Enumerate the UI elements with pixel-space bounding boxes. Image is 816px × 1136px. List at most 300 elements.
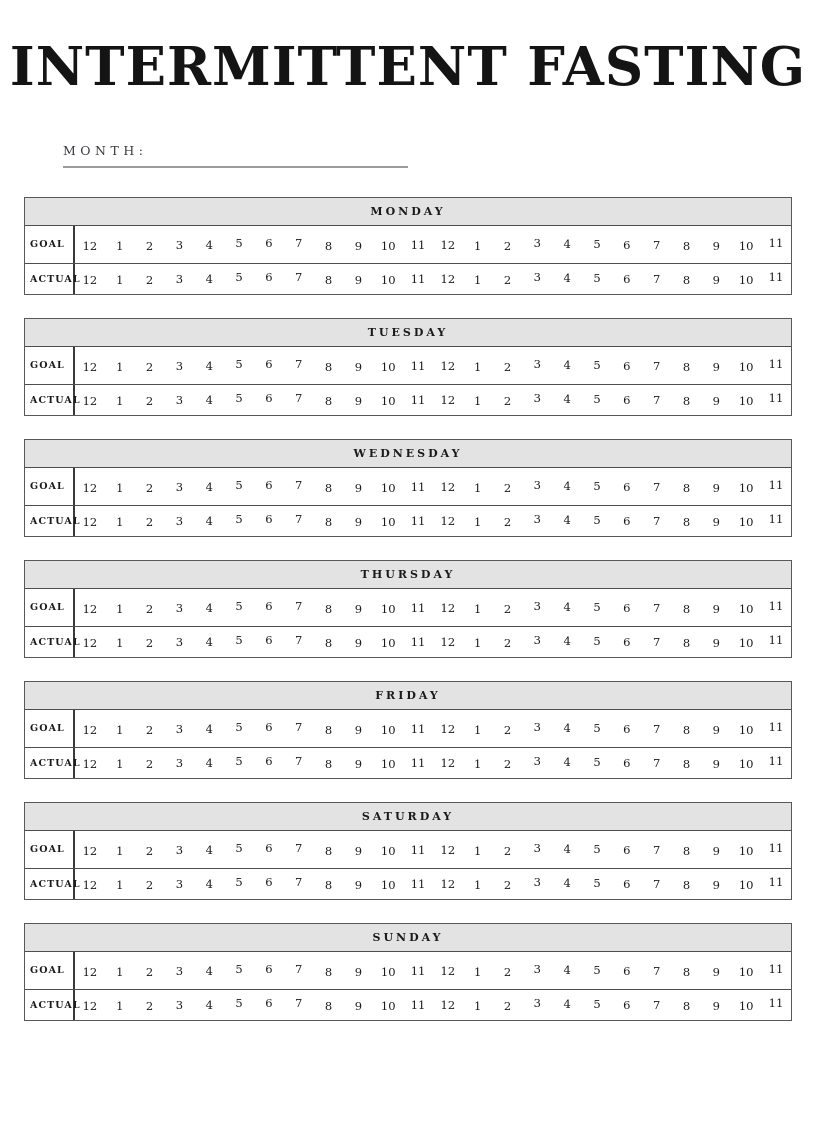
hour-cell-12[interactable]: 12: [440, 877, 456, 892]
hour-cell-3[interactable]: 3: [533, 875, 541, 890]
hour-cell-2[interactable]: 2: [503, 601, 512, 616]
hour-cell-11[interactable]: 11: [768, 512, 784, 527]
hour-cell-9[interactable]: 9: [354, 480, 363, 495]
hour-cell-10[interactable]: 10: [380, 636, 396, 651]
hour-cell-9[interactable]: 9: [354, 636, 363, 651]
hour-cell-8[interactable]: 8: [682, 359, 691, 374]
hour-cell-6[interactable]: 6: [623, 998, 631, 1013]
hour-cell-1[interactable]: 1: [474, 480, 482, 495]
hour-cell-10[interactable]: 10: [738, 964, 754, 979]
hour-cell-8[interactable]: 8: [682, 601, 691, 616]
hour-cell-8[interactable]: 8: [324, 964, 333, 979]
hour-cell-11[interactable]: 11: [768, 391, 784, 406]
hour-cell-2[interactable]: 2: [503, 964, 512, 979]
hour-cell-9[interactable]: 9: [712, 964, 720, 979]
hour-cell-1[interactable]: 1: [116, 878, 124, 893]
hour-cell-7[interactable]: 7: [652, 877, 661, 892]
hour-cell-4[interactable]: 4: [205, 358, 213, 373]
hour-cell-3[interactable]: 3: [175, 600, 184, 615]
hour-cell-3[interactable]: 3: [533, 598, 541, 613]
hour-cell-5[interactable]: 5: [593, 236, 601, 251]
hour-cell-10[interactable]: 10: [380, 757, 396, 772]
hour-cell-3[interactable]: 3: [533, 356, 541, 371]
hour-cell-1[interactable]: 1: [116, 999, 124, 1014]
hour-cell-6[interactable]: 6: [623, 756, 631, 771]
hour-cell-2[interactable]: 2: [145, 238, 154, 253]
hour-cell-1[interactable]: 1: [116, 394, 124, 409]
hour-cell-7[interactable]: 7: [652, 721, 661, 736]
hour-cell-1[interactable]: 1: [116, 964, 124, 979]
hour-cell-3[interactable]: 3: [533, 754, 541, 769]
hour-cell-12[interactable]: 12: [440, 635, 456, 650]
hour-cell-7[interactable]: 7: [295, 270, 303, 285]
hour-cell-8[interactable]: 8: [324, 722, 333, 737]
hour-cell-7[interactable]: 7: [295, 235, 303, 250]
hour-cell-5[interactable]: 5: [235, 754, 243, 769]
hour-cell-11[interactable]: 11: [768, 633, 784, 648]
hour-cell-10[interactable]: 10: [738, 999, 754, 1014]
hour-cell-4[interactable]: 4: [563, 962, 571, 977]
hour-cell-11[interactable]: 11: [410, 600, 426, 615]
hour-cell-8[interactable]: 8: [324, 843, 333, 858]
hour-cell-3[interactable]: 3: [175, 393, 184, 408]
hour-cell-4[interactable]: 4: [205, 877, 213, 892]
hour-cell-4[interactable]: 4: [563, 236, 571, 251]
hour-cell-8[interactable]: 8: [682, 273, 691, 288]
hour-cell-11[interactable]: 11: [768, 840, 784, 855]
hour-cell-7[interactable]: 7: [295, 391, 303, 406]
hour-cell-8[interactable]: 8: [682, 999, 691, 1014]
hour-cell-6[interactable]: 6: [265, 754, 273, 769]
hour-cell-6[interactable]: 6: [265, 719, 273, 734]
hour-cell-4[interactable]: 4: [205, 963, 213, 978]
hour-cell-11[interactable]: 11: [768, 754, 784, 769]
hour-cell-6[interactable]: 6: [623, 479, 631, 494]
hour-cell-9[interactable]: 9: [354, 601, 363, 616]
hour-cell-6[interactable]: 6: [623, 514, 631, 529]
hour-cell-1[interactable]: 1: [116, 843, 124, 858]
hour-cell-8[interactable]: 8: [682, 394, 691, 409]
hour-cell-4[interactable]: 4: [563, 513, 571, 528]
hour-cell-5[interactable]: 5: [593, 720, 601, 735]
hour-cell-6[interactable]: 6: [265, 961, 273, 976]
hour-cell-12[interactable]: 12: [440, 600, 456, 615]
hour-cell-12[interactable]: 12: [82, 964, 98, 979]
hour-cell-10[interactable]: 10: [380, 878, 396, 893]
hour-cell-6[interactable]: 6: [265, 996, 273, 1011]
hour-cell-9[interactable]: 9: [712, 394, 720, 409]
hour-cell-8[interactable]: 8: [324, 359, 333, 374]
hour-cell-10[interactable]: 10: [738, 480, 754, 495]
hour-cell-8[interactable]: 8: [324, 480, 333, 495]
hour-cell-9[interactable]: 9: [354, 722, 363, 737]
hour-cell-9[interactable]: 9: [354, 359, 363, 374]
hour-cell-10[interactable]: 10: [380, 238, 396, 253]
hour-cell-11[interactable]: 11: [768, 996, 784, 1011]
hour-cell-5[interactable]: 5: [593, 962, 601, 977]
hour-cell-7[interactable]: 7: [652, 272, 661, 287]
hour-cell-7[interactable]: 7: [295, 633, 303, 648]
hour-cell-4[interactable]: 4: [563, 478, 571, 493]
hour-cell-9[interactable]: 9: [354, 878, 363, 893]
hour-cell-11[interactable]: 11: [410, 877, 426, 892]
hour-cell-11[interactable]: 11: [410, 358, 426, 373]
hour-cell-10[interactable]: 10: [738, 757, 754, 772]
hour-cell-12[interactable]: 12: [440, 998, 456, 1013]
hour-cell-12[interactable]: 12: [82, 238, 98, 253]
hour-cell-9[interactable]: 9: [354, 515, 363, 530]
hour-cell-3[interactable]: 3: [175, 842, 184, 857]
hour-cell-5[interactable]: 5: [235, 356, 243, 371]
hour-cell-2[interactable]: 2: [145, 757, 154, 772]
hour-cell-6[interactable]: 6: [623, 272, 631, 287]
hour-cell-1[interactable]: 1: [474, 878, 482, 893]
hour-cell-2[interactable]: 2: [145, 515, 154, 530]
hour-cell-3[interactable]: 3: [175, 237, 184, 252]
hour-cell-6[interactable]: 6: [265, 875, 273, 890]
hour-cell-9[interactable]: 9: [354, 999, 363, 1014]
hour-cell-2[interactable]: 2: [145, 636, 154, 651]
hour-cell-1[interactable]: 1: [474, 359, 482, 374]
hour-cell-10[interactable]: 10: [738, 359, 754, 374]
hour-cell-8[interactable]: 8: [682, 636, 691, 651]
hour-cell-11[interactable]: 11: [410, 756, 426, 771]
hour-cell-2[interactable]: 2: [145, 601, 154, 616]
hour-cell-3[interactable]: 3: [175, 756, 184, 771]
hour-cell-7[interactable]: 7: [652, 479, 661, 494]
hour-cell-5[interactable]: 5: [593, 599, 601, 614]
hour-cell-10[interactable]: 10: [380, 394, 396, 409]
hour-cell-2[interactable]: 2: [503, 722, 512, 737]
hour-cell-5[interactable]: 5: [235, 598, 243, 613]
hour-cell-4[interactable]: 4: [563, 876, 571, 891]
hour-cell-5[interactable]: 5: [593, 997, 601, 1012]
hour-cell-3[interactable]: 3: [175, 358, 184, 373]
hour-cell-3[interactable]: 3: [533, 840, 541, 855]
hour-cell-11[interactable]: 11: [410, 393, 426, 408]
hour-cell-8[interactable]: 8: [682, 480, 691, 495]
hour-cell-6[interactable]: 6: [265, 477, 273, 492]
hour-cell-7[interactable]: 7: [652, 393, 661, 408]
hour-cell-3[interactable]: 3: [175, 877, 184, 892]
hour-cell-2[interactable]: 2: [503, 636, 512, 651]
hour-cell-9[interactable]: 9: [712, 878, 720, 893]
hour-cell-10[interactable]: 10: [738, 722, 754, 737]
hour-cell-4[interactable]: 4: [563, 357, 571, 372]
hour-cell-3[interactable]: 3: [175, 998, 184, 1013]
hour-cell-11[interactable]: 11: [410, 635, 426, 650]
hour-cell-12[interactable]: 12: [440, 842, 456, 857]
hour-cell-12[interactable]: 12: [82, 636, 98, 651]
hour-cell-12[interactable]: 12: [440, 358, 456, 373]
hour-cell-1[interactable]: 1: [116, 273, 124, 288]
hour-cell-3[interactable]: 3: [175, 272, 184, 287]
hour-cell-1[interactable]: 1: [116, 636, 124, 651]
hour-cell-4[interactable]: 4: [205, 479, 213, 494]
hour-cell-1[interactable]: 1: [116, 722, 124, 737]
hour-cell-10[interactable]: 10: [380, 964, 396, 979]
hour-cell-10[interactable]: 10: [380, 722, 396, 737]
hour-cell-7[interactable]: 7: [652, 963, 661, 978]
hour-cell-3[interactable]: 3: [175, 479, 184, 494]
hour-cell-6[interactable]: 6: [265, 356, 273, 371]
hour-cell-10[interactable]: 10: [380, 359, 396, 374]
hour-cell-12[interactable]: 12: [440, 479, 456, 494]
hour-cell-2[interactable]: 2: [503, 843, 512, 858]
hour-cell-7[interactable]: 7: [295, 875, 303, 890]
hour-cell-4[interactable]: 4: [563, 841, 571, 856]
hour-cell-11[interactable]: 11: [768, 270, 784, 285]
hour-cell-1[interactable]: 1: [474, 273, 482, 288]
hour-cell-12[interactable]: 12: [440, 756, 456, 771]
hour-cell-7[interactable]: 7: [295, 754, 303, 769]
hour-cell-12[interactable]: 12: [82, 757, 98, 772]
hour-cell-8[interactable]: 8: [682, 964, 691, 979]
hour-cell-3[interactable]: 3: [533, 235, 541, 250]
hour-cell-4[interactable]: 4: [563, 997, 571, 1012]
hour-cell-8[interactable]: 8: [324, 394, 333, 409]
hour-cell-3[interactable]: 3: [533, 477, 541, 492]
hour-cell-11[interactable]: 11: [768, 356, 784, 371]
hour-cell-1[interactable]: 1: [116, 601, 124, 616]
hour-cell-11[interactable]: 11: [410, 237, 426, 252]
hour-cell-4[interactable]: 4: [205, 237, 213, 252]
hour-cell-2[interactable]: 2: [145, 999, 154, 1014]
hour-cell-2[interactable]: 2: [145, 964, 154, 979]
hour-cell-7[interactable]: 7: [652, 358, 661, 373]
hour-cell-6[interactable]: 6: [623, 842, 631, 857]
hour-cell-2[interactable]: 2: [503, 273, 512, 288]
hour-cell-9[interactable]: 9: [712, 722, 720, 737]
hour-cell-5[interactable]: 5: [593, 392, 601, 407]
hour-cell-1[interactable]: 1: [116, 757, 124, 772]
hour-cell-4[interactable]: 4: [563, 720, 571, 735]
hour-cell-7[interactable]: 7: [652, 514, 661, 529]
hour-cell-2[interactable]: 2: [145, 394, 154, 409]
hour-cell-2[interactable]: 2: [145, 273, 154, 288]
hour-cell-9[interactable]: 9: [712, 515, 720, 530]
hour-cell-4[interactable]: 4: [563, 755, 571, 770]
hour-cell-2[interactable]: 2: [145, 359, 154, 374]
hour-cell-2[interactable]: 2: [503, 480, 512, 495]
hour-cell-4[interactable]: 4: [205, 272, 213, 287]
hour-cell-4[interactable]: 4: [563, 392, 571, 407]
hour-cell-5[interactable]: 5: [235, 512, 243, 527]
hour-cell-7[interactable]: 7: [295, 840, 303, 855]
hour-cell-6[interactable]: 6: [623, 237, 631, 252]
hour-cell-8[interactable]: 8: [324, 999, 333, 1014]
hour-cell-11[interactable]: 11: [410, 272, 426, 287]
hour-cell-9[interactable]: 9: [712, 757, 720, 772]
hour-cell-2[interactable]: 2: [503, 757, 512, 772]
hour-cell-1[interactable]: 1: [474, 515, 482, 530]
hour-cell-4[interactable]: 4: [205, 514, 213, 529]
hour-cell-4[interactable]: 4: [205, 600, 213, 615]
hour-cell-5[interactable]: 5: [235, 961, 243, 976]
hour-cell-8[interactable]: 8: [324, 757, 333, 772]
hour-cell-1[interactable]: 1: [474, 964, 482, 979]
hour-cell-3[interactable]: 3: [175, 635, 184, 650]
hour-cell-5[interactable]: 5: [235, 633, 243, 648]
hour-cell-1[interactable]: 1: [116, 359, 124, 374]
hour-cell-8[interactable]: 8: [324, 601, 333, 616]
hour-cell-6[interactable]: 6: [623, 877, 631, 892]
hour-cell-5[interactable]: 5: [235, 391, 243, 406]
hour-cell-5[interactable]: 5: [593, 357, 601, 372]
hour-cell-4[interactable]: 4: [563, 271, 571, 286]
hour-cell-12[interactable]: 12: [82, 843, 98, 858]
hour-cell-6[interactable]: 6: [265, 235, 273, 250]
hour-cell-12[interactable]: 12: [82, 878, 98, 893]
hour-cell-10[interactable]: 10: [380, 843, 396, 858]
hour-cell-8[interactable]: 8: [324, 238, 333, 253]
hour-cell-1[interactable]: 1: [474, 394, 482, 409]
hour-cell-10[interactable]: 10: [738, 843, 754, 858]
hour-cell-9[interactable]: 9: [712, 273, 720, 288]
hour-cell-8[interactable]: 8: [682, 843, 691, 858]
hour-cell-5[interactable]: 5: [235, 840, 243, 855]
hour-cell-9[interactable]: 9: [712, 480, 720, 495]
hour-cell-8[interactable]: 8: [682, 722, 691, 737]
hour-cell-6[interactable]: 6: [265, 633, 273, 648]
hour-cell-1[interactable]: 1: [116, 515, 124, 530]
hour-cell-7[interactable]: 7: [295, 961, 303, 976]
hour-cell-9[interactable]: 9: [354, 273, 363, 288]
hour-cell-11[interactable]: 11: [768, 719, 784, 734]
hour-cell-9[interactable]: 9: [712, 359, 720, 374]
hour-cell-11[interactable]: 11: [768, 961, 784, 976]
hour-cell-6[interactable]: 6: [623, 600, 631, 615]
hour-cell-11[interactable]: 11: [410, 842, 426, 857]
hour-cell-9[interactable]: 9: [354, 394, 363, 409]
hour-cell-7[interactable]: 7: [652, 756, 661, 771]
hour-cell-12[interactable]: 12: [440, 393, 456, 408]
hour-cell-10[interactable]: 10: [380, 273, 396, 288]
hour-cell-3[interactable]: 3: [175, 721, 184, 736]
hour-cell-1[interactable]: 1: [474, 757, 482, 772]
hour-cell-10[interactable]: 10: [738, 273, 754, 288]
hour-cell-1[interactable]: 1: [116, 480, 124, 495]
hour-cell-12[interactable]: 12: [440, 721, 456, 736]
hour-cell-10[interactable]: 10: [380, 999, 396, 1014]
hour-cell-8[interactable]: 8: [324, 515, 333, 530]
hour-cell-5[interactable]: 5: [593, 513, 601, 528]
hour-cell-7[interactable]: 7: [295, 996, 303, 1011]
hour-cell-2[interactable]: 2: [145, 843, 154, 858]
hour-cell-8[interactable]: 8: [324, 636, 333, 651]
hour-cell-4[interactable]: 4: [563, 634, 571, 649]
hour-cell-11[interactable]: 11: [768, 875, 784, 890]
hour-cell-7[interactable]: 7: [295, 356, 303, 371]
hour-cell-5[interactable]: 5: [235, 235, 243, 250]
hour-cell-6[interactable]: 6: [265, 512, 273, 527]
hour-cell-2[interactable]: 2: [145, 722, 154, 737]
hour-cell-1[interactable]: 1: [474, 238, 482, 253]
hour-cell-3[interactable]: 3: [533, 633, 541, 648]
hour-cell-12[interactable]: 12: [82, 515, 98, 530]
hour-cell-8[interactable]: 8: [682, 878, 691, 893]
hour-cell-6[interactable]: 6: [623, 635, 631, 650]
hour-cell-12[interactable]: 12: [82, 601, 98, 616]
hour-cell-7[interactable]: 7: [295, 512, 303, 527]
hour-cell-5[interactable]: 5: [593, 478, 601, 493]
hour-cell-2[interactable]: 2: [145, 878, 154, 893]
hour-cell-1[interactable]: 1: [116, 238, 124, 253]
hour-cell-5[interactable]: 5: [235, 477, 243, 492]
hour-cell-4[interactable]: 4: [205, 842, 213, 857]
hour-cell-9[interactable]: 9: [354, 238, 363, 253]
hour-cell-1[interactable]: 1: [474, 636, 482, 651]
hour-cell-10[interactable]: 10: [738, 601, 754, 616]
hour-cell-3[interactable]: 3: [533, 719, 541, 734]
hour-cell-10[interactable]: 10: [380, 601, 396, 616]
hour-cell-2[interactable]: 2: [503, 394, 512, 409]
hour-cell-11[interactable]: 11: [410, 514, 426, 529]
hour-cell-12[interactable]: 12: [440, 272, 456, 287]
hour-cell-8[interactable]: 8: [682, 238, 691, 253]
hour-cell-7[interactable]: 7: [295, 477, 303, 492]
hour-cell-11[interactable]: 11: [410, 721, 426, 736]
hour-cell-3[interactable]: 3: [533, 391, 541, 406]
hour-cell-11[interactable]: 11: [410, 479, 426, 494]
hour-cell-2[interactable]: 2: [503, 999, 512, 1014]
hour-cell-4[interactable]: 4: [563, 599, 571, 614]
hour-cell-10[interactable]: 10: [738, 515, 754, 530]
hour-cell-4[interactable]: 4: [205, 756, 213, 771]
hour-cell-2[interactable]: 2: [503, 878, 512, 893]
hour-cell-3[interactable]: 3: [533, 996, 541, 1011]
hour-cell-11[interactable]: 11: [768, 477, 784, 492]
hour-cell-9[interactable]: 9: [712, 636, 720, 651]
hour-cell-1[interactable]: 1: [474, 843, 482, 858]
hour-cell-9[interactable]: 9: [354, 964, 363, 979]
hour-cell-4[interactable]: 4: [205, 998, 213, 1013]
hour-cell-12[interactable]: 12: [440, 237, 456, 252]
hour-cell-6[interactable]: 6: [265, 391, 273, 406]
hour-cell-2[interactable]: 2: [145, 480, 154, 495]
hour-cell-12[interactable]: 12: [440, 963, 456, 978]
hour-cell-12[interactable]: 12: [82, 359, 98, 374]
hour-cell-5[interactable]: 5: [235, 996, 243, 1011]
hour-cell-9[interactable]: 9: [354, 843, 363, 858]
hour-cell-12[interactable]: 12: [82, 394, 98, 409]
hour-cell-8[interactable]: 8: [324, 878, 333, 893]
hour-cell-6[interactable]: 6: [623, 963, 631, 978]
hour-cell-1[interactable]: 1: [474, 999, 482, 1014]
hour-cell-8[interactable]: 8: [682, 757, 691, 772]
hour-cell-9[interactable]: 9: [712, 601, 720, 616]
hour-cell-1[interactable]: 1: [474, 722, 482, 737]
hour-cell-3[interactable]: 3: [533, 512, 541, 527]
hour-cell-12[interactable]: 12: [82, 273, 98, 288]
hour-cell-11[interactable]: 11: [410, 998, 426, 1013]
hour-cell-7[interactable]: 7: [652, 600, 661, 615]
hour-cell-3[interactable]: 3: [533, 270, 541, 285]
hour-cell-3[interactable]: 3: [533, 961, 541, 976]
hour-cell-11[interactable]: 11: [768, 235, 784, 250]
hour-cell-10[interactable]: 10: [738, 238, 754, 253]
hour-cell-2[interactable]: 2: [503, 515, 512, 530]
hour-cell-12[interactable]: 12: [440, 514, 456, 529]
hour-cell-7[interactable]: 7: [652, 998, 661, 1013]
hour-cell-10[interactable]: 10: [738, 636, 754, 651]
hour-cell-6[interactable]: 6: [623, 393, 631, 408]
hour-cell-6[interactable]: 6: [623, 358, 631, 373]
hour-cell-5[interactable]: 5: [593, 841, 601, 856]
hour-cell-1[interactable]: 1: [474, 601, 482, 616]
hour-cell-7[interactable]: 7: [295, 719, 303, 734]
hour-cell-5[interactable]: 5: [593, 634, 601, 649]
